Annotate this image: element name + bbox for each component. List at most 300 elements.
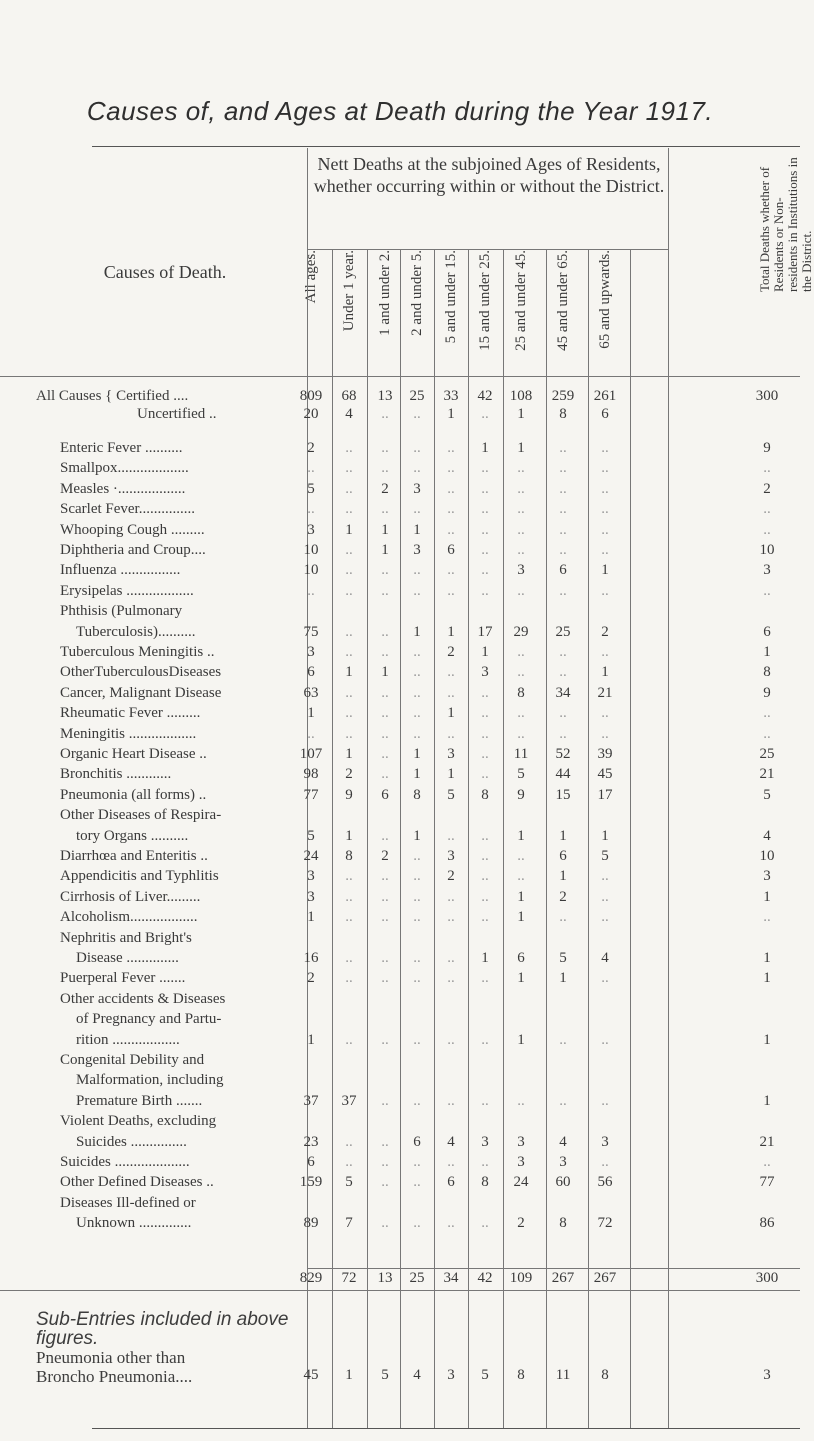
column-rule [503,250,504,1428]
sub-entry-total: 3 [763,1367,771,1383]
cell-65-up: .. [601,868,609,885]
cell-all-ages: 3 [307,644,315,660]
cell-25-45: .. [517,705,525,722]
cell-5-15: .. [447,725,455,742]
cell-1-2: .. [381,1092,389,1109]
cell-1-2: .. [381,644,389,660]
cell-15-25: .. [481,542,489,558]
cell-25-45: .. [517,460,525,477]
total-all-ages: 829 [299,1270,323,1286]
cause-label: Organic Heart Disease .. [60,746,207,762]
cell-1-2: .. [381,1215,389,1232]
certified-15-25: 42 [477,388,493,404]
cell-5-15: 2 [447,868,455,885]
cell-all-ages: 1 [307,909,315,926]
cell-1-2: .. [381,909,389,926]
cell-2-5: .. [413,664,421,681]
cell-1-2: .. [381,868,389,885]
cell-2-5: .. [413,684,421,701]
cell-5-15: .. [447,1092,455,1109]
sub-entries-label-2: Broncho Pneumonia.... [36,1367,193,1386]
cause-label: Bronchitis ............ [60,766,172,783]
cell-under-1: .. [345,1154,353,1170]
cell-all-ages: 63 [303,684,319,701]
cell-under-1: 1 [345,521,353,538]
cell-15-25: .. [481,725,489,742]
cell-45-65: .. [559,705,567,722]
cell-1-2: .. [381,970,389,987]
cell-45-65: 6 [559,848,567,864]
cell-45-65: 4 [559,1133,567,1150]
cell-65-up: .. [601,1092,609,1109]
cell-25-45: .. [517,1092,525,1109]
total-under-1: 72 [341,1270,357,1286]
cell-2-5: .. [413,705,421,722]
cause-label: Rheumatic Fever ......... [60,705,201,722]
cell-under-1: 1 [345,827,353,844]
cell-under-1: .. [345,480,353,497]
cell-1-2: .. [381,623,389,640]
cell-15-25: .. [481,868,489,885]
cause-label: Nephritis and Bright's [60,929,192,946]
cell-1-2: 1 [381,664,389,681]
total-deaths-header: Total Deaths whether of Residents or Non-residents in Institutions in the District. [757,157,814,292]
cell-under-1: 7 [345,1215,353,1232]
sub-entries-heading: Sub-Entries included in above figures. [36,1309,289,1349]
cell-total: 9 [763,440,771,456]
causes-header: Causes of Death. [103,262,227,282]
cause-label: Appendicitis and Typhlitis [60,868,219,885]
cell-2-5: .. [413,1174,421,1191]
cell-2-5: .. [413,1154,421,1170]
uncertified-2-5: .. [413,406,421,422]
cell-15-25: 8 [481,1174,489,1191]
cell-total: 1 [763,888,771,905]
cause-label: Violent Deaths, excluding [60,1113,217,1130]
cell-65-up: 2 [601,623,609,640]
cell-total: 4 [763,827,771,844]
totals-bottom-rule [0,1290,800,1291]
uncertified-45-65: 8 [559,406,567,422]
certified-5-15: 33 [443,388,459,404]
cause-label: Suicides .................... [60,1154,190,1170]
cell-5-15: .. [447,501,455,518]
cell-15-25: .. [481,562,489,579]
total-15-25: 42 [477,1270,493,1286]
cell-2-5: .. [413,1092,421,1109]
cell-under-1: 1 [345,746,353,762]
cell-1-2: .. [381,766,389,783]
cell-under-1: .. [345,644,353,660]
cell-65-up: .. [601,644,609,660]
cell-total: 86 [759,1215,775,1232]
cell-45-65: .. [559,460,567,477]
cause-label: Other accidents & Diseases [60,990,226,1007]
cell-under-1: .. [345,888,353,905]
cell-all-ages: .. [307,460,315,477]
cell-under-1: .. [345,868,353,885]
certified-25-45: 108 [509,388,533,404]
cell-all-ages: 5 [307,480,315,497]
cell-5-15: 1 [447,766,455,783]
cause-label: Phthisis (Pulmonary [60,603,183,620]
cause-label: Meningitis .................. [60,725,197,742]
cell-under-1: .. [345,562,353,579]
cell-25-45: 1 [517,909,525,926]
cell-45-65: 34 [555,684,571,701]
sub-entry-5-15: 3 [447,1367,455,1383]
cell-2-5: .. [413,460,421,477]
cell-total: 5 [763,786,771,803]
cell-all-ages: 3 [307,868,315,885]
cell-all-ages: 2 [307,970,315,987]
cell-1-2: .. [381,746,389,762]
cause-label: Suicides ............... [76,1133,187,1150]
age-header-45-65: 45 and under 65. [555,250,571,351]
cell-5-15: .. [447,582,455,599]
cell-25-45: .. [517,848,525,864]
uncertified-5-15: 1 [447,406,455,422]
cell-25-45: 5 [517,766,525,783]
cell-15-25: 1 [481,950,489,966]
cell-2-5: 6 [413,1133,421,1150]
cell-total: 21 [759,1133,775,1150]
cell-25-45: 1 [517,888,525,905]
cell-2-5: .. [413,725,421,742]
cell-under-1: 9 [345,786,353,803]
cell-65-up: .. [601,1154,609,1170]
cell-2-5: 8 [413,786,421,803]
cell-5-15: .. [447,480,455,497]
cause-label: tory Organs .......... [76,827,189,844]
cause-label: Other Defined Diseases .. [60,1174,214,1191]
cell-under-1: .. [345,460,353,477]
cell-total: 21 [759,766,775,783]
cell-2-5: .. [413,888,421,905]
cause-label: OtherTuberculousDiseases [60,664,222,681]
cell-2-5: .. [413,970,421,987]
cell-45-65: 1 [559,827,567,844]
cell-total: .. [763,521,771,538]
cause-label: rition .................. [76,1031,180,1048]
cell-all-ages: 10 [303,542,319,558]
total-65-up: 267 [593,1270,617,1286]
cell-under-1: 37 [341,1092,357,1109]
cell-5-15: 1 [447,705,455,722]
cause-label: Diseases Ill-defined or [60,1194,196,1211]
cell-all-ages: 10 [303,562,319,579]
cell-15-25: 3 [481,1133,489,1150]
cell-1-2: .. [381,1154,389,1170]
cause-label: Cancer, Malignant Disease [60,684,222,701]
cell-5-15: .. [447,664,455,681]
cell-under-1: 1 [345,664,353,681]
cell-65-up: .. [601,440,609,456]
certified-65-up: 261 [593,388,617,404]
sub-entry-under-1: 1 [345,1367,353,1383]
cell-15-25: .. [481,888,489,905]
cell-15-25: 1 [481,440,489,456]
cell-2-5: .. [413,582,421,599]
cell-2-5: .. [413,868,421,885]
cell-15-25: 17 [477,623,493,640]
cell-2-5: .. [413,1031,421,1048]
total-5-15: 34 [443,1270,459,1286]
cell-all-ages: 5 [307,827,315,844]
cell-65-up: 56 [597,1174,613,1191]
cell-65-up: .. [601,970,609,987]
cell-5-15: .. [447,440,455,456]
cell-65-up: 17 [597,786,613,803]
cell-2-5: .. [413,644,421,660]
cell-total: 1 [763,1031,771,1048]
cell-15-25: .. [481,970,489,987]
cause-label: Premature Birth ....... [76,1092,203,1109]
cell-under-1: .. [345,542,353,558]
cell-1-2: .. [381,460,389,477]
cell-all-ages: 24 [303,848,319,864]
uncertified-1-2: .. [381,406,389,422]
cell-45-65: .. [559,725,567,742]
cell-2-5: .. [413,440,421,456]
cell-15-25: 8 [481,786,489,803]
cell-all-ages: 37 [303,1092,319,1109]
cell-total: 9 [763,684,771,701]
cell-under-1: .. [345,684,353,701]
cell-total: 3 [763,562,771,579]
cause-label: Disease .............. [76,950,179,966]
cell-65-up: .. [601,542,609,558]
sub-entries-label-1: Pneumonia other than [36,1348,186,1367]
cause-label: Diarrhœa and Enteritis .. [60,848,208,864]
cell-2-5: 1 [413,623,421,640]
cause-label: Enteric Fever .......... [60,440,183,456]
cause-label: Malformation, including [76,1072,224,1089]
cell-1-2: .. [381,684,389,701]
cell-65-up: 3 [601,1133,609,1150]
cell-25-45: .. [517,664,525,681]
cell-total: 1 [763,950,771,966]
cell-25-45: 2 [517,1215,525,1232]
cell-45-65: 44 [555,766,571,783]
cell-2-5: 1 [413,521,421,538]
cell-under-1: 5 [345,1174,353,1191]
cell-15-25: .. [481,1031,489,1048]
cell-1-2: .. [381,440,389,456]
age-header-2-5: 2 and under 5. [409,250,425,336]
cell-25-45: 6 [517,950,525,966]
cell-all-ages: 98 [303,766,319,783]
cause-label: Measles ·.................. [60,480,186,497]
cell-25-45: 9 [517,786,525,803]
cell-65-up: 21 [597,684,613,701]
cell-2-5: 3 [413,480,421,497]
cell-under-1: .. [345,1031,353,1048]
cell-all-ages: 77 [303,786,319,803]
cell-25-45: .. [517,521,525,538]
cell-45-65: 2 [559,888,567,905]
cell-65-up: .. [601,480,609,497]
cell-1-2: 1 [381,521,389,538]
cell-15-25: .. [481,501,489,518]
cell-65-up: .. [601,1031,609,1048]
totals-top-rule [308,1268,800,1269]
sub-entry-45-65: 11 [555,1367,571,1383]
cell-45-65: .. [559,440,567,456]
age-header-1-2: 1 and under 2. [377,250,393,336]
cell-1-2: .. [381,501,389,518]
cell-15-25: .. [481,1092,489,1109]
cell-all-ages: 23 [303,1133,319,1150]
certified-label: Certified .... [116,388,189,404]
sub-entry-65-up: 8 [601,1367,609,1383]
uncertified-65-up: 6 [601,406,609,422]
cell-5-15: .. [447,562,455,579]
cause-label: Erysipelas .................. [60,582,194,599]
cell-2-5: 1 [413,746,421,762]
cell-5-15: 4 [447,1133,455,1150]
cell-25-45: 1 [517,1031,525,1048]
cell-1-2: .. [381,888,389,905]
cell-2-5: 1 [413,766,421,783]
cell-45-65: .. [559,480,567,497]
cell-15-25: .. [481,848,489,864]
age-header-rule [308,249,668,250]
table-top-rule [92,146,800,147]
column-rule [434,250,435,1428]
cell-1-2: .. [381,725,389,742]
cell-15-25: .. [481,909,489,926]
cell-total: 2 [763,480,771,497]
sub-entries-block [36,1310,306,1386]
cell-5-15: 2 [447,644,455,660]
cell-under-1: .. [345,950,353,966]
cell-65-up: .. [601,501,609,518]
cell-45-65: 1 [559,970,567,987]
cell-under-1: .. [345,501,353,518]
cell-all-ages: 107 [299,746,323,762]
cell-5-15: 3 [447,746,455,762]
nett-deaths-header: Nett Deaths at the subjoined Ages of Residents, whether occurring within or without the District. [313,154,665,196]
cell-25-45: 8 [517,684,525,701]
cell-65-up: .. [601,705,609,722]
age-header-all-ages: All ages. [303,250,319,304]
cell-under-1: 8 [345,848,353,864]
certified-2-5: 25 [409,388,425,404]
cause-label: Puerperal Fever ....... [60,970,186,987]
cell-65-up: .. [601,460,609,477]
certified-under-1: 68 [341,388,357,404]
age-header-65-up: 65 and upwards. [597,250,613,349]
cause-label: Tuberculous Meningitis .. [60,644,215,660]
cell-1-2: .. [381,827,389,844]
cause-label: Scarlet Fever............... [60,501,195,518]
sub-entry-1-2: 5 [381,1367,389,1383]
cell-45-65: 25 [555,623,571,640]
cause-label: Whooping Cough ......... [60,521,205,538]
column-rule [546,250,547,1428]
cell-45-65: 5 [559,950,567,966]
cell-45-65: .. [559,521,567,538]
cell-1-2: 2 [381,480,389,497]
cell-5-15: 6 [447,1174,455,1191]
cell-1-2: .. [381,950,389,966]
cell-5-15: .. [447,888,455,905]
cell-25-45: 1 [517,827,525,844]
cell-45-65: 1 [559,868,567,885]
cell-all-ages: 75 [303,623,319,640]
cell-total: .. [763,705,771,722]
cell-65-up: .. [601,909,609,926]
cell-5-15: 3 [447,848,455,864]
cell-45-65: 15 [555,786,571,803]
sub-entry-2-5: 4 [413,1367,421,1383]
cell-65-up: 1 [601,562,609,579]
cell-1-2: .. [381,1133,389,1150]
cell-2-5: 3 [413,542,421,558]
cell-15-25: .. [481,705,489,722]
cell-total: 77 [759,1174,775,1191]
cell-all-ages: 3 [307,521,315,538]
cell-under-1: .. [345,705,353,722]
cell-15-25: .. [481,521,489,538]
cell-5-15: 5 [447,786,455,803]
uncertified-label: Uncertified .. [137,406,217,422]
cell-all-ages: 1 [307,705,315,722]
cause-label: Congenital Debility and [60,1052,205,1068]
age-header-under-1: Under 1 year. [341,250,357,332]
cell-1-2: .. [381,705,389,722]
cell-45-65: 60 [555,1174,571,1191]
cause-label: Other Diseases of Respira- [60,807,222,824]
cell-15-25: 1 [481,644,489,660]
cell-65-up: 1 [601,664,609,681]
cell-25-45: 1 [517,440,525,456]
age-header-5-15: 5 and under 15. [443,250,459,344]
cell-45-65: .. [559,1092,567,1109]
cell-25-45: .. [517,868,525,885]
total-45-65: 267 [551,1270,575,1286]
cell-5-15: .. [447,827,455,844]
column-rule [367,250,368,1428]
cause-label: Alcoholism.................. [60,909,198,926]
cell-2-5: .. [413,909,421,926]
cell-65-up: .. [601,888,609,905]
cell-25-45: .. [517,582,525,599]
cause-label: Unknown .............. [76,1215,192,1232]
cell-all-ages: 89 [303,1215,319,1232]
cell-5-15: .. [447,521,455,538]
cell-45-65: 6 [559,562,567,579]
cell-15-25: .. [481,827,489,844]
column-rule [630,250,631,1428]
cell-65-up: 45 [597,766,613,783]
header-bottom-rule [0,376,800,377]
cell-all-ages: .. [307,501,315,518]
cell-25-45: .. [517,501,525,518]
certified-total: 300 [755,388,779,404]
cell-2-5: .. [413,501,421,518]
cell-5-15: .. [447,684,455,701]
cell-1-2: .. [381,1174,389,1191]
cell-25-45: .. [517,644,525,660]
table-bottom-rule [92,1428,800,1429]
cell-15-25: 3 [481,664,489,681]
cell-25-45: .. [517,542,525,558]
column-rule [400,250,401,1428]
cell-total: 8 [763,664,771,681]
cell-total: 10 [759,542,775,558]
